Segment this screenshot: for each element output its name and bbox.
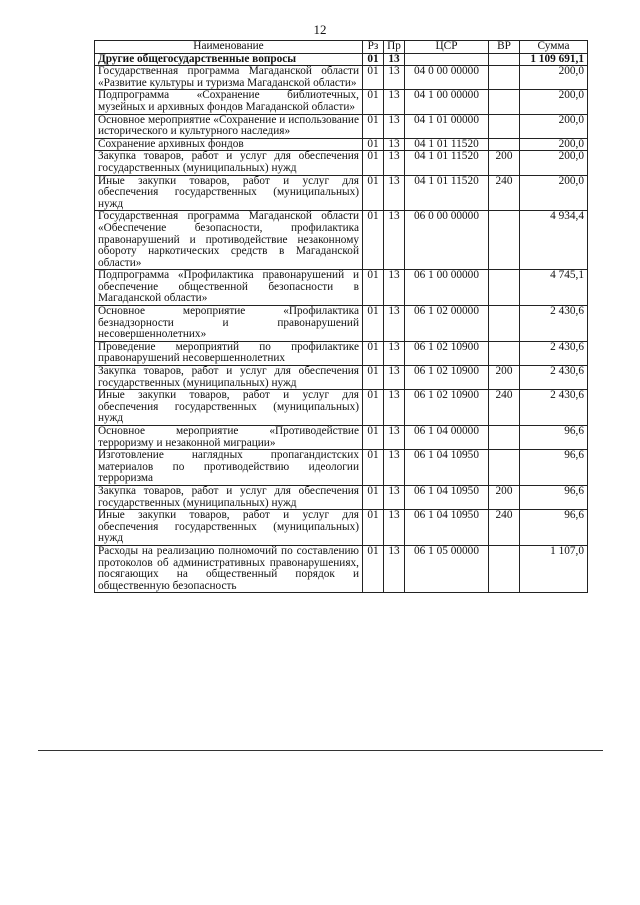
cell-csr: 06 1 04 00000 [405,426,489,450]
header-name: Наименование [95,41,363,54]
cell-sum: 200,0 [520,138,588,151]
cell-name: Иные закупки товаров, работ и услуг для обеспечения государственных (муниципальных) нужд [95,175,363,211]
cell-sum: 2 430,6 [520,341,588,365]
page-number: 12 [313,22,327,37]
cell-csr: 06 1 02 00000 [405,306,489,342]
cell-rz: 01 [363,545,384,592]
table-row [95,151,588,175]
header-csr: ЦСР [405,41,489,54]
cell-name: Сохранение архивных фондов [95,138,363,151]
cell-sum: 2 430,6 [520,366,588,390]
cell-sum: 2 430,6 [520,306,588,342]
cell-vr [489,270,520,306]
cell-vr [489,138,520,151]
cell-csr: 06 0 00 00000 [405,211,489,270]
cell-csr: 06 1 04 10950 [405,510,489,546]
header-vr: ВР [489,41,520,54]
table-row [95,510,588,546]
cell-vr [489,90,520,114]
cell-name: Другие общегосударственные вопросы [95,53,363,66]
cell-sum: 200,0 [520,175,588,211]
cell-vr [489,450,520,486]
cell-pr: 13 [384,426,405,450]
cell-vr [489,341,520,365]
cell-csr: 06 1 02 10900 [405,390,489,426]
cell-vr: 200 [489,366,520,390]
cell-rz: 01 [363,151,384,175]
cell-sum: 200,0 [520,90,588,114]
cell-sum: 4 934,4 [520,211,588,270]
cell-csr: 06 1 05 00000 [405,545,489,592]
table-row [95,211,588,270]
cell-csr: 06 1 04 10950 [405,485,489,509]
cell-sum: 4 745,1 [520,270,588,306]
cell-csr: 04 1 01 11520 [405,175,489,211]
table-row [95,66,588,90]
cell-vr: 240 [489,510,520,546]
cell-pr: 13 [384,138,405,151]
table-row [95,341,588,365]
cell-vr [489,66,520,90]
cell-name: Изготовление наглядных пропагандистских материалов по противодействию идеологии терроризма [95,450,363,486]
cell-sum: 200,0 [520,66,588,90]
page-bottom-rule [38,750,603,751]
cell-name: Государственная программа Магаданской области «Развитие культуры и туризма Магаданской области» [95,66,363,90]
table-row [95,270,588,306]
cell-sum: 96,6 [520,426,588,450]
cell-pr: 13 [384,510,405,546]
cell-vr: 200 [489,485,520,509]
cell-name: Закупка товаров, работ и услуг для обеспечения государственных (муниципальных) нужд [95,151,363,175]
table-body [95,53,588,593]
cell-pr: 13 [384,306,405,342]
cell-sum: 1 107,0 [520,545,588,592]
header-sum: Сумма [520,41,588,54]
cell-pr: 13 [384,485,405,509]
cell-rz: 01 [363,90,384,114]
cell-vr: 200 [489,151,520,175]
header-rz: Рз [363,41,384,54]
cell-rz: 01 [363,390,384,426]
cell-name: Подпрограмма «Профилактика правонарушений и обеспечение общественной безопасности в Магаданской области» [95,270,363,306]
cell-name: Подпрограмма «Сохранение библиотечных, музейных и архивных фондов Магаданской области» [95,90,363,114]
cell-pr: 13 [384,53,405,66]
cell-vr [489,545,520,592]
cell-vr: 240 [489,390,520,426]
cell-csr: 04 1 01 11520 [405,151,489,175]
cell-name: Государственная программа Магаданской области «Обеспечение безопасности, профилактика правонарушений и противодействие незаконному обороту наркотических средств в Магаданской области» [95,211,363,270]
cell-pr: 13 [384,211,405,270]
table-row [95,485,588,509]
cell-pr: 13 [384,390,405,426]
cell-sum: 200,0 [520,114,588,138]
cell-rz: 01 [363,485,384,509]
header-pr: Пр [384,41,405,54]
cell-pr: 13 [384,90,405,114]
cell-vr [489,306,520,342]
cell-name: Иные закупки товаров, работ и услуг для обеспечения государственных (муниципальных) нужд [95,390,363,426]
cell-rz: 01 [363,53,384,66]
table-row [95,426,588,450]
cell-name: Закупка товаров, работ и услуг для обеспечения государственных (муниципальных) нужд [95,366,363,390]
cell-rz: 01 [363,426,384,450]
cell-sum: 96,6 [520,485,588,509]
cell-pr: 13 [384,66,405,90]
cell-csr [405,53,489,66]
cell-pr: 13 [384,450,405,486]
cell-csr: 04 1 01 11520 [405,138,489,151]
table-header-row [95,41,588,54]
cell-vr: 240 [489,175,520,211]
budget-table [94,40,588,593]
cell-pr: 13 [384,366,405,390]
cell-name: Основное мероприятие «Противодействие терроризму и незаконной миграции» [95,426,363,450]
table-row [95,90,588,114]
table-row [95,114,588,138]
cell-name: Проведение мероприятий по профилактике правонарушений несовершеннолетних [95,341,363,365]
cell-sum: 1 109 691,1 [520,53,588,66]
cell-rz: 01 [363,175,384,211]
cell-name: Иные закупки товаров, работ и услуг для обеспечения государственных (муниципальных) нужд [95,510,363,546]
cell-rz: 01 [363,138,384,151]
cell-vr [489,114,520,138]
cell-csr: 06 1 02 10900 [405,341,489,365]
cell-rz: 01 [363,306,384,342]
table-row [95,138,588,151]
cell-rz: 01 [363,270,384,306]
cell-rz: 01 [363,341,384,365]
table-row [95,306,588,342]
cell-csr: 06 1 02 10900 [405,366,489,390]
table-row [95,175,588,211]
cell-sum: 96,6 [520,450,588,486]
cell-pr: 13 [384,545,405,592]
table-row [95,366,588,390]
cell-pr: 13 [384,270,405,306]
table-row [95,450,588,486]
table-row [95,390,588,426]
cell-rz: 01 [363,510,384,546]
cell-rz: 01 [363,366,384,390]
cell-vr [489,426,520,450]
cell-sum: 96,6 [520,510,588,546]
cell-csr: 06 1 04 10950 [405,450,489,486]
cell-rz: 01 [363,66,384,90]
cell-rz: 01 [363,211,384,270]
table-row [95,545,588,592]
cell-pr: 13 [384,114,405,138]
cell-name: Расходы на реализацию полномочий по составлению протоколов об административных правонарушениях, посягающих на общественный порядок и общественную безопасность [95,545,363,592]
cell-vr [489,53,520,66]
cell-pr: 13 [384,341,405,365]
cell-csr: 04 1 01 00000 [405,114,489,138]
cell-pr: 13 [384,175,405,211]
table-row [95,53,588,66]
cell-name: Основное мероприятие «Профилактика безнадзорности и правонарушений несовершеннолетних» [95,306,363,342]
cell-csr: 06 1 00 00000 [405,270,489,306]
cell-name: Основное мероприятие «Сохранение и использование исторического и культурного наследия» [95,114,363,138]
cell-sum: 2 430,6 [520,390,588,426]
cell-rz: 01 [363,450,384,486]
cell-csr: 04 1 00 00000 [405,90,489,114]
cell-vr [489,211,520,270]
cell-pr: 13 [384,151,405,175]
cell-name: Закупка товаров, работ и услуг для обеспечения государственных (муниципальных) нужд [95,485,363,509]
cell-rz: 01 [363,114,384,138]
cell-sum: 200,0 [520,151,588,175]
cell-csr: 04 0 00 00000 [405,66,489,90]
